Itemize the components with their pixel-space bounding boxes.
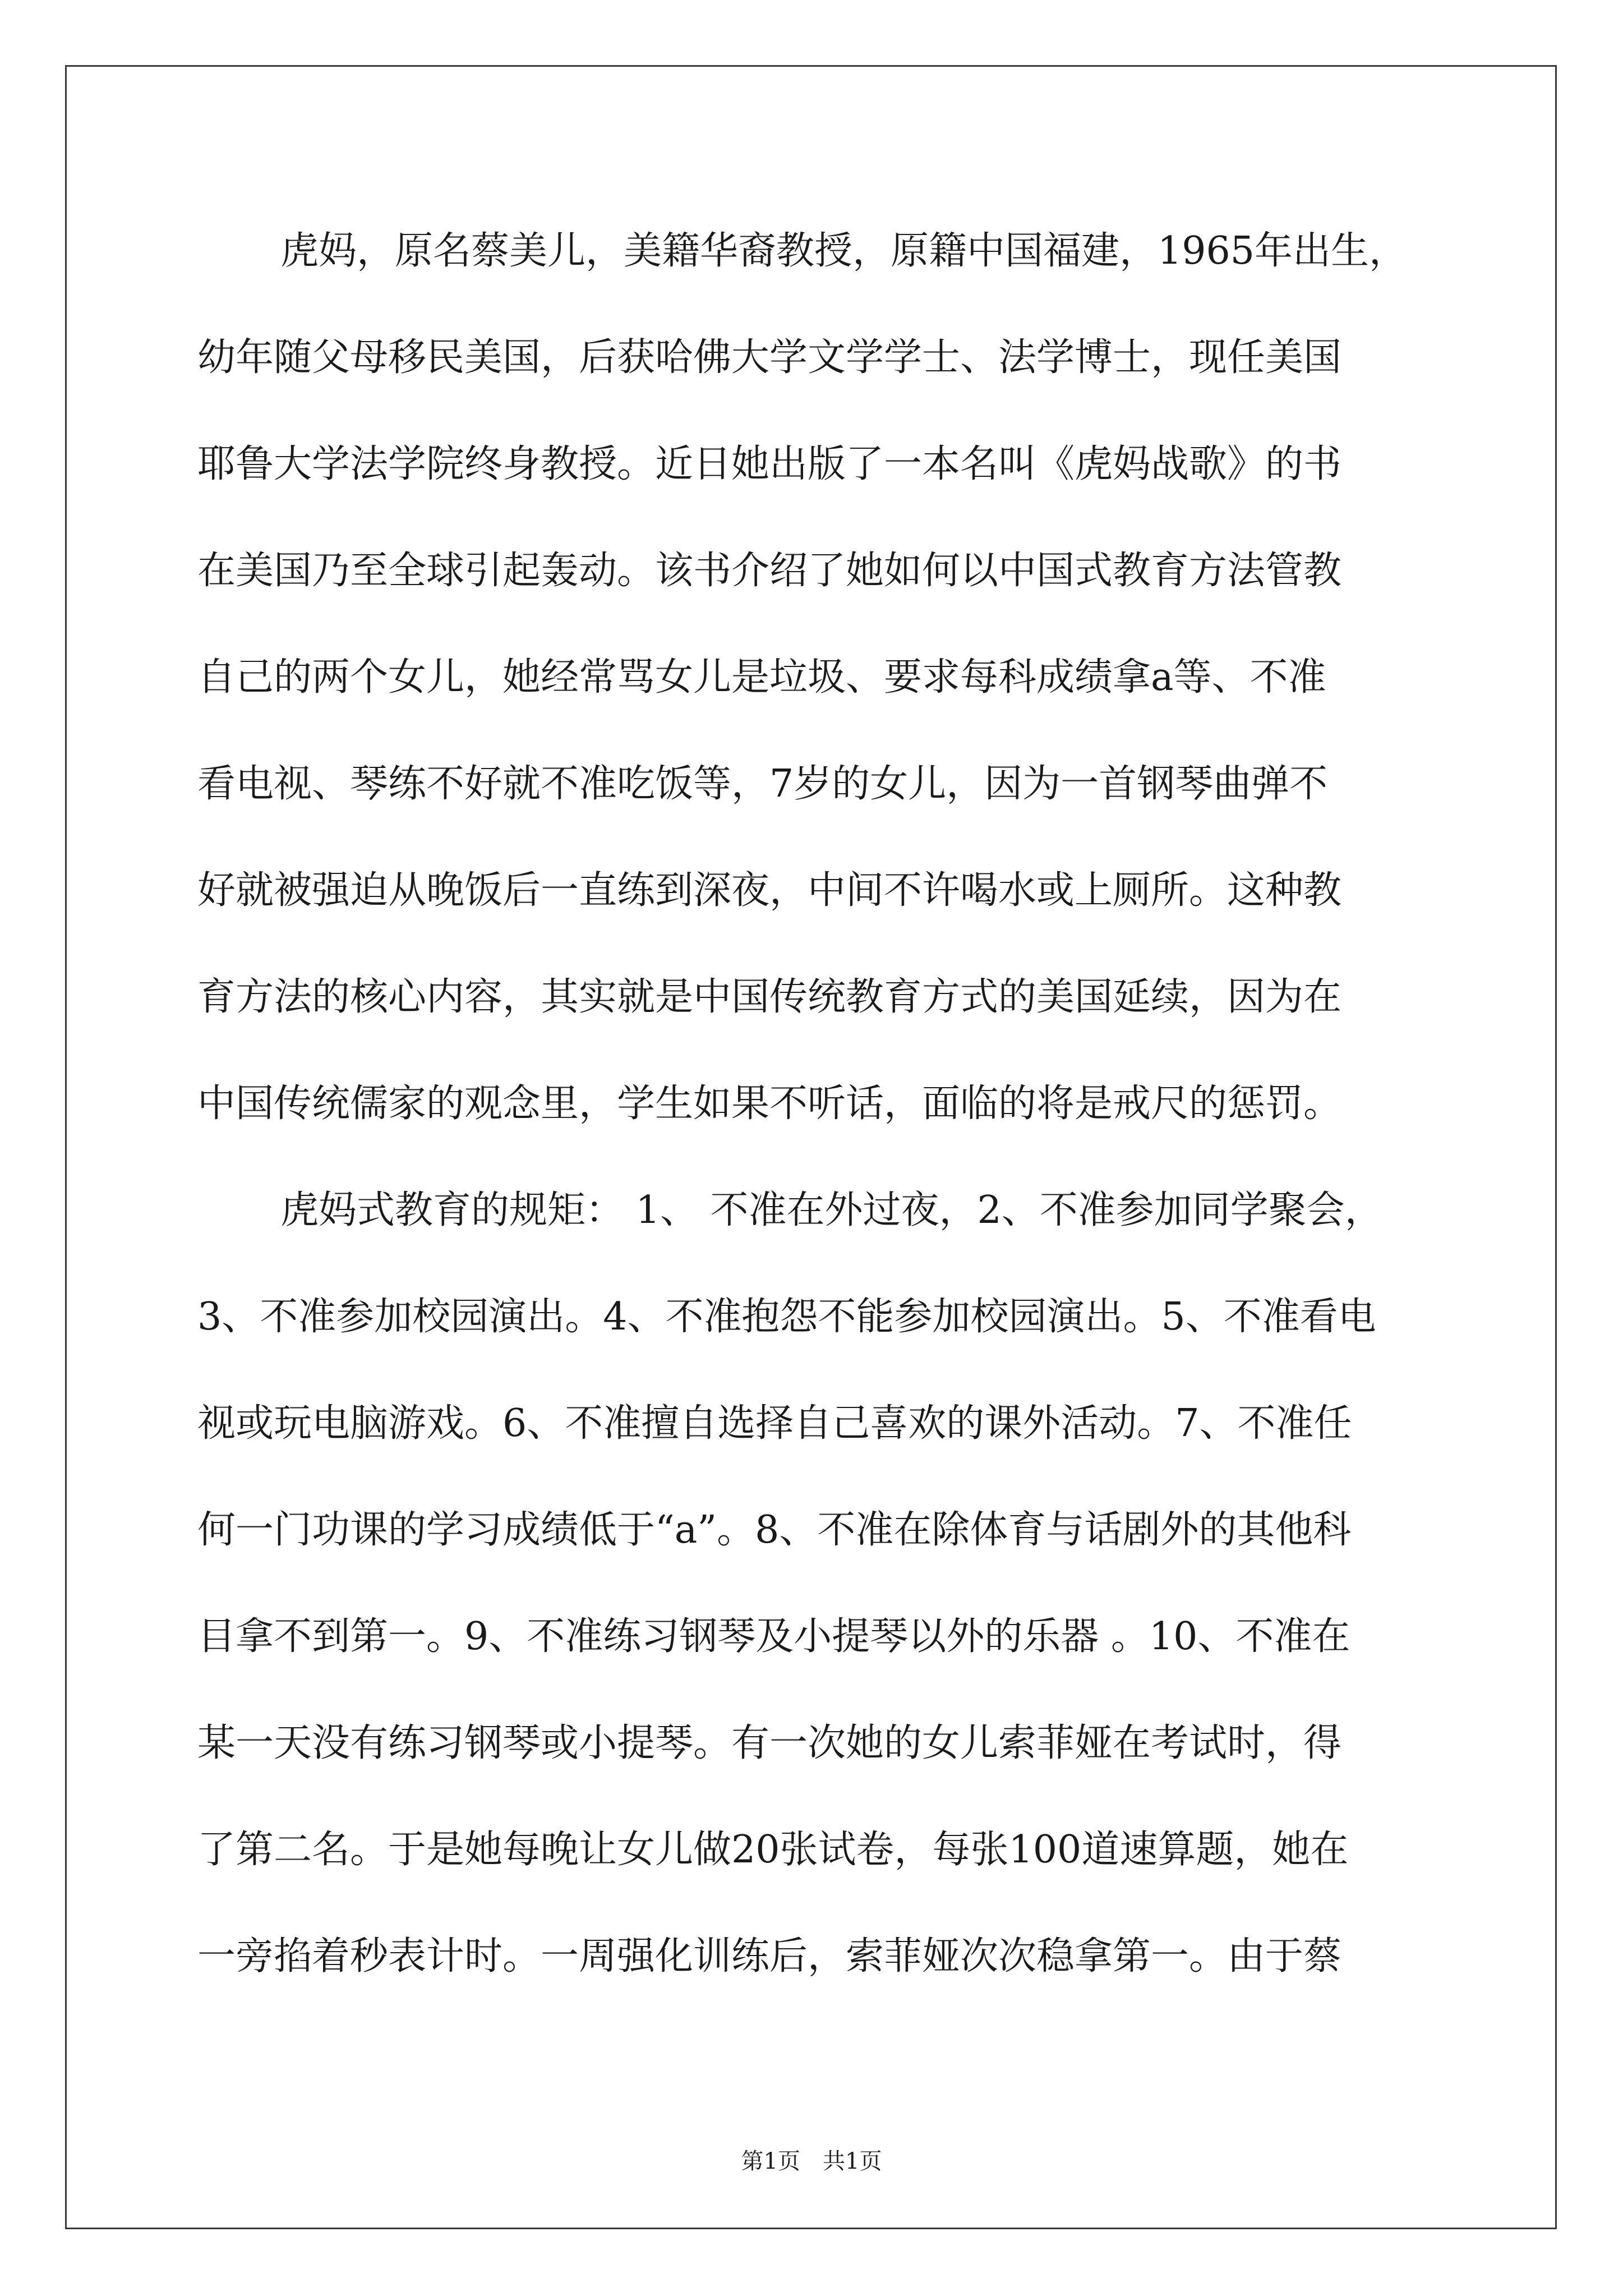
paragraph-2-line-7: 了第二名。于是她每晚让女儿做20张试卷，每张100道速算题，她在 xyxy=(197,1828,1349,1872)
paragraph-2-line-5: 目拿不到第一。9、不准练习钢琴及小提琴以外的乐器 。10、不准在 xyxy=(197,1614,1350,1659)
paragraph-2-line-3: 视或玩电脑游戏。6、不准擅自选择自己喜欢的课外活动。7、不准任 xyxy=(197,1401,1352,1446)
paragraph-2-line-2: 3、不准参加校园演出。4、不准抱怨不能参加校园演出。5、不准看电 xyxy=(197,1295,1376,1339)
paragraph-1-line-2: 幼年随父母移民美国，后获哈佛大学文学学士、法学博士，现任美国 xyxy=(197,335,1342,380)
paragraph-1-line-6: 看电视、琴练不好就不准吃饭等，7岁的女儿，因为一首钢琴曲弹不 xyxy=(197,762,1328,806)
paragraph-1-line-5: 自己的两个女儿，她经常骂女儿是垃圾、要求每科成绩拿a等、不准 xyxy=(197,655,1326,700)
paragraph-2-line-6: 某一天没有练习钢琴或小提琴。有一次她的女儿索菲娅在考试时，得 xyxy=(197,1721,1342,1765)
paragraph-1-line-4: 在美国乃至全球引起轰动。该书介绍了她如何以中国式教育方法管教 xyxy=(197,549,1342,593)
paragraph-1-line-3: 耶鲁大学法学院终身教授。近日她出版了一本名叫《虎妈战歌》的书 xyxy=(197,442,1342,486)
paragraph-2-line-8: 一旁掐着秒表计时。一周强化训练后，索菲娅次次稳拿第一。由于蔡 xyxy=(197,1934,1342,1978)
paragraph-1-line-7: 好就被强迫从晚饭后一直练到深夜，中间不许喝水或上厕所。这种教 xyxy=(197,868,1342,913)
paragraph-1-line-9: 中国传统儒家的观念里，学生如果不听话，面临的将是戒尺的惩罚。 xyxy=(197,1082,1342,1126)
page-border xyxy=(65,65,1557,2229)
paragraph-2-line-4: 何一门功课的学习成绩低于“a”。8、不准在除体育与话剧外的其他科 xyxy=(197,1508,1352,1552)
paragraph-2-line-1: 虎妈式教育的规矩： 1、 不准在外过夜，2、不准参加同学聚会， xyxy=(280,1188,1383,1232)
paragraph-1-line-1: 虎妈，原名蔡美儿，美籍华裔教授，原籍中国福建，1965年出生， xyxy=(280,229,1408,273)
page-footer: 第1页 共1页 xyxy=(741,2148,882,2174)
paragraph-1-line-8: 育方法的核心内容，其实就是中国传统教育方式的美国延续，因为在 xyxy=(197,975,1342,1019)
